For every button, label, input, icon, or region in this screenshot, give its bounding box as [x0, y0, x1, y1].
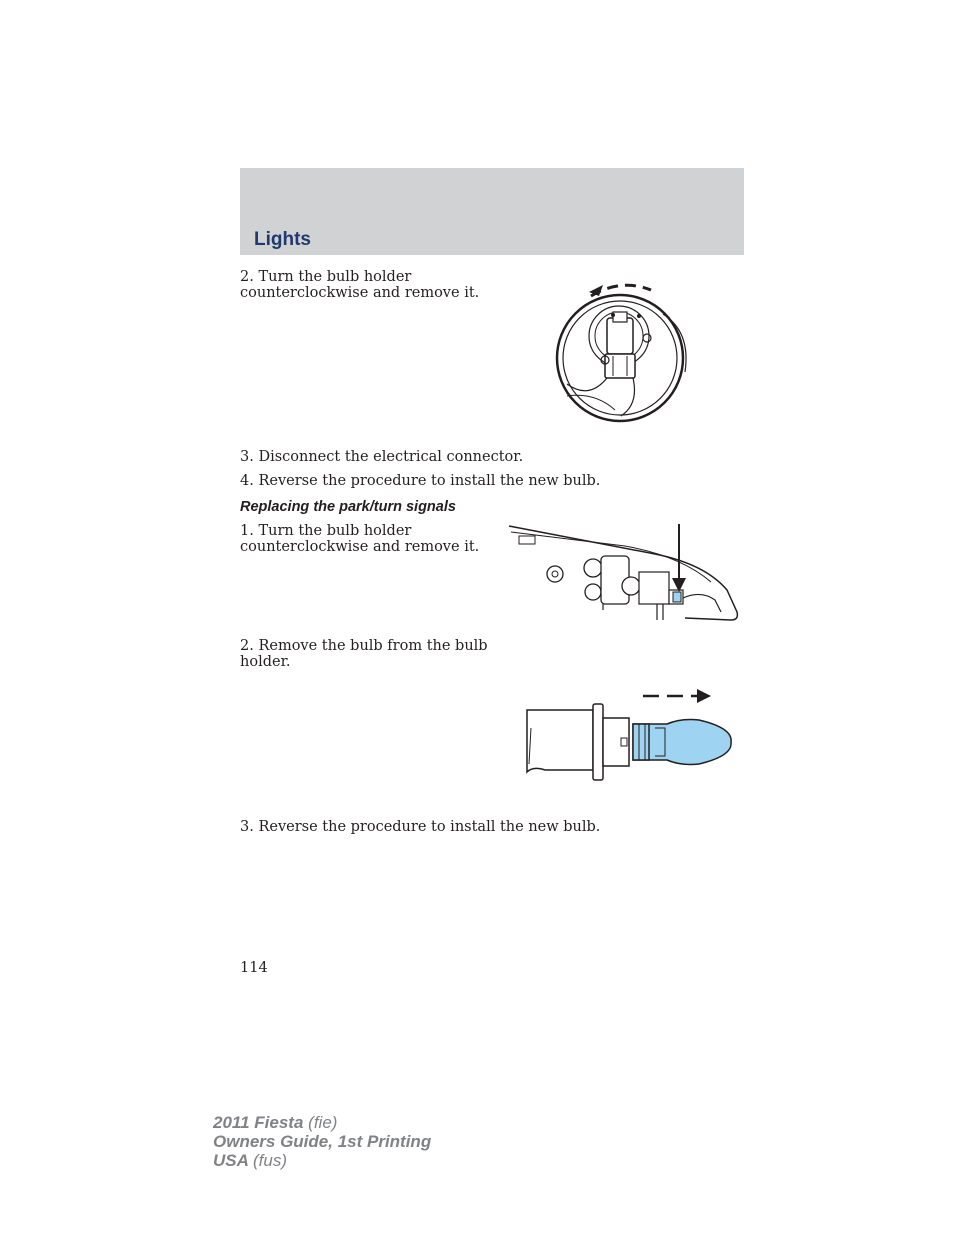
step-headlamp-4: 4. Reverse the procedure to install the new bulb. [240, 473, 601, 489]
step-headlamp-2: 2. Turn the bulb holder counterclockwise and remove it. [240, 269, 480, 301]
footer-model: 2011 Fiesta [213, 1113, 304, 1132]
step-headlamp-3: 3. Disconnect the electrical connector. [240, 449, 524, 465]
headlamp-bulb-holder-illustration [555, 272, 695, 432]
footer-line-3 [213, 1151, 431, 1170]
park-turn-bulb-illustration [515, 684, 740, 784]
step-park-turn-2: 2. Remove the bulb from the bulb holder. [240, 638, 488, 670]
section-title: Lights [254, 229, 311, 250]
step-park-turn-1: 1. Turn the bulb holder counterclockwise and remove it. [240, 523, 480, 555]
footer-market: USA [213, 1151, 249, 1170]
page-number: 114 [240, 960, 268, 976]
footer-line-2: Owners Guide, 1st Printing [213, 1132, 432, 1151]
footer-publication-info [213, 1113, 431, 1170]
footer-line-1 [213, 1113, 431, 1132]
subheading-park-turn: Replacing the park/turn signals [240, 499, 456, 515]
step-park-turn-3: 3. Reverse the procedure to install the new bulb. [240, 819, 601, 835]
section-header-band [240, 168, 744, 255]
headlamp-assembly-illustration [505, 520, 745, 630]
footer-market-code: (fus) [253, 1151, 287, 1170]
footer-model-code: (fie) [308, 1113, 338, 1132]
